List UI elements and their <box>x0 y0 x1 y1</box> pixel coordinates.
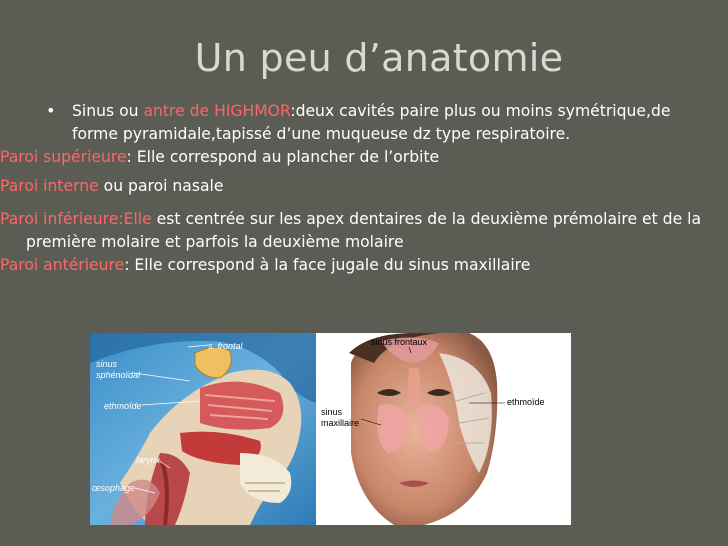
paroi-interne-text: ou paroi nasale <box>98 177 224 195</box>
paroi-interne-label: Paroi interne <box>0 177 99 195</box>
label-sinus: sinus <box>96 359 118 369</box>
paroi-inferieure-text: est centrée sur les apex dentaires de la deuxième prémolaire et de la première molaire et parfois la deuxième molaire <box>26 210 702 251</box>
label-maxillaire: maxillaire <box>321 418 360 428</box>
frontal-face-figure <box>319 333 571 525</box>
paroi-superieure-label: Paroi supérieure <box>0 148 127 166</box>
slide-title: Un peu d’anatomie <box>194 36 564 80</box>
label-larynx: larynx <box>136 455 161 465</box>
anatomy-figures <box>90 333 571 525</box>
paroi-superieure-text: : Elle correspond au plancher de l’orbite <box>126 148 440 166</box>
label-ethmoide: ethmoïde <box>104 401 142 411</box>
paroi-interne-line <box>0 175 706 198</box>
label-sinus-frontaux: sinus frontaux <box>371 337 428 347</box>
paroi-inferieure-line <box>0 208 706 254</box>
label-ethmoide-right: ethmoïde <box>507 397 545 407</box>
bullet-icon: • <box>46 101 56 120</box>
paroi-anterieure-line <box>0 254 706 277</box>
sagittal-section-figure <box>90 333 316 525</box>
paroi-anterieure-label: Paroi antérieure <box>0 256 125 274</box>
paroi-anterieure-text: : Elle correspond à la face jugale du sinus maxillaire <box>124 256 531 274</box>
bullet-sinus <box>46 100 706 146</box>
sinus-prefix: Sinus ou <box>72 102 144 120</box>
label-oesophage: œsophage <box>92 483 136 493</box>
label-sphenoidal: sphénoïdal <box>96 370 141 380</box>
paroi-superieure-line <box>0 146 706 169</box>
sinus-description: :deux cavités paire plus ou moins symétrique,de forme pyramidale,tapissé d’une muqueuse dz type respiratoire. <box>72 102 671 143</box>
label-s-frontal: s. frontal <box>208 341 243 351</box>
paroi-inferieure-label: Paroi inférieure:Elle <box>0 210 152 228</box>
slide-body <box>0 100 706 277</box>
label-sinus-right: sinus <box>321 407 343 417</box>
highmor-highlight: antre de HIGHMOR <box>143 102 291 120</box>
